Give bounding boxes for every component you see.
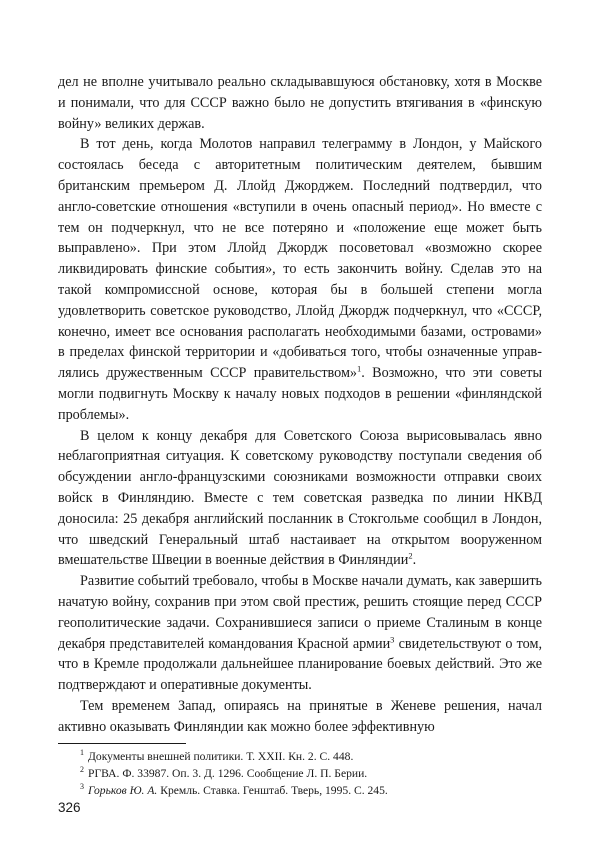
- footnote-reference[interactable]: 3: [390, 633, 395, 644]
- page-body: [58, 72, 542, 738]
- footnotes: [58, 748, 542, 799]
- main-text: [58, 72, 542, 738]
- footnote-text: РГВА. Ф. 33987. Оп. 3. Д. 1296. Сообщение Л. П. Берии.: [88, 767, 368, 780]
- footnote-divider: [58, 743, 186, 744]
- paragraph: [58, 426, 542, 572]
- paragraph-text: свидетельствуют о том, что в Кремле продолжали дальнейшее планирование боевых действий. Это же подтверждают и оперативные документы.: [58, 635, 542, 694]
- footnote-number: 1: [80, 748, 84, 758]
- footnote-number: 2: [80, 765, 84, 775]
- footnote-text: Кремль. Ставка. Генштаб. Тверь, 1995. С. 245.: [157, 784, 388, 797]
- footnote: [58, 748, 542, 765]
- paragraph: [58, 571, 542, 696]
- footnote-number: 3: [80, 782, 84, 792]
- paragraph-text: В целом к концу декабря для Советского Союза вырисовывалась явно неблагоприятная ситуация. К советскому руководству поступали сведения об обсуждении англо-французскими союзниками возможности отправки своих войск в Финляндию. Вместе с тем советская разведка по линии НКВД доносила: 25 декабря английский посланник в Стокгольме сообщил в Лондон, что шведский Генеральный штаб настаивает на открытом вооруженном вмешательстве Швеции в военные действия в Финляндии: [58, 427, 542, 569]
- paragraph-text: Тем временем Запад, опираясь на принятые в Женеве решения, начал активно оказывать Финляндии как можно более эффективную: [58, 697, 542, 735]
- footnote-reference[interactable]: 1: [357, 363, 362, 374]
- paragraph-text: .: [412, 552, 417, 569]
- footnote-text: Документы внешней политики. Т. XXII. Кн. 2. С. 448.: [88, 750, 354, 763]
- paragraph: [58, 696, 542, 738]
- paragraph: [58, 134, 542, 425]
- paragraph-text: дел не вполне учитывало реально складывавшуюся обстановку, хотя в Москве и понимали, что для СССР важно было не допустить втягивания в «финскую войну» великих держав.: [58, 74, 542, 132]
- footnote-reference[interactable]: 2: [408, 550, 413, 561]
- footnote-author: Горьков Ю. А.: [88, 784, 158, 797]
- paragraph-text: Развитие событий требовало, чтобы в Москве начали думать, как завершить начатую войну, сохранив при этом свой престиж, решить стоящие перед СССР геополитические задачи. Сохранившиеся записи о приеме Сталиным в конце декабря представителей командования Красной армии: [58, 573, 542, 652]
- paragraph: [58, 72, 542, 134]
- page-number: 326: [58, 800, 81, 815]
- footnote: [58, 782, 542, 799]
- footnote: [58, 765, 542, 782]
- paragraph-text: В тот день, когда Молотов направил телеграмму в Лондон, у Майского состоялась беседа с авторитетным политическим деятелем, бывшим британским премьером Д. Ллойд Джорджем. Последний подтвердил, что англо-советские отношения «вступили в очень опасный период». Но вместе с тем он подчеркнул, что не все потеряно и «положение еще может быть выправлено». При этом Ллойд Джордж посоветовал «возможно скорее ликвидировать финские события», то есть закончить войну. Сделав это на такой компромиссной основе, которая бы в большей степени могла удовлетворить советское руководство, Ллойд Джордж подчеркнул, что «СССР, конечно, имеет все основания располагать необходимыми базами, островами» в пределах финской территории и «добиваться того, чтобы означенные управлялись дружественным СССР правительством»: [58, 136, 542, 382]
- paragraph-text: . Возможно, что эти советы могли подвигнуть Москву к началу новых подходов в решении «финляндской проблемы».: [58, 365, 543, 423]
